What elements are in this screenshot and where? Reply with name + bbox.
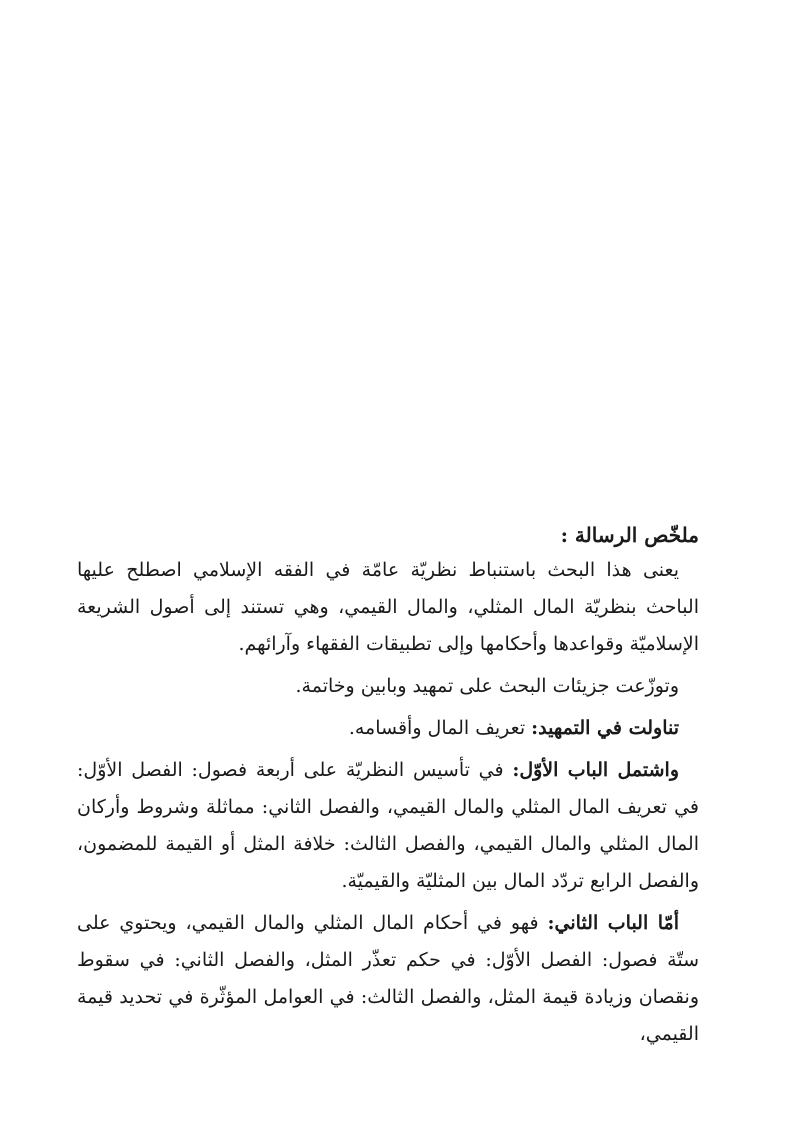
summary-section xyxy=(77,520,699,1058)
paragraph-lead: أمّا الباب الثاني: xyxy=(547,912,680,934)
paragraph-lead: تناولت في التمهيد: xyxy=(531,717,679,739)
paragraph-structure xyxy=(77,668,699,705)
paragraph-text: في تأسيس النظريّة على أربعة فصول: الفصل الأوّل: في تعريف المال المثلي والمال القيمي، والفصل الثاني: مماثلة وشروط وأركان المال المثلي والمال القيمي، والفصل الثالث: خلافة المثل أو القيمة للمضمون، والفصل الرابع تردّد المال بين المثليّة والقيميّة. xyxy=(77,759,699,892)
paragraph-intro xyxy=(77,552,699,663)
paragraph-lead: واشتمل الباب الأوّل: xyxy=(512,759,680,781)
paragraph-part-one xyxy=(77,752,699,900)
paragraph-text: وتوزّعت جزيئات البحث على تمهيد وبابين وخاتمة. xyxy=(295,675,679,697)
paragraph-preface xyxy=(77,710,699,747)
paragraph-text: فهو في أحكام المال المثلي والمال القيمي، ويحتوي على ستّة فصول: الفصل الأوّل: في حكم تعذّر المثل، والفصل الثاني: في سقوط ونقصان وزيادة قيمة المثل، والفصل الثالث: في العوامل المؤثّرة في تحديد قيمة القيمي، xyxy=(77,912,699,1045)
paragraph-text: تعريف المال وأقسامه. xyxy=(348,717,532,739)
section-heading: ملخّص الرسالة : xyxy=(560,523,699,547)
paragraph-part-two xyxy=(77,905,699,1053)
paragraph-text: يعنى هذا البحث باستنباط نظريّة عامّة في الفقه الإسلامي اصطلح عليها الباحث بنظريّة المال المثلي، والمال القيمي، وهي تستند إلى أصول الشريعة الإسلاميّة وقواعدها وأحكامها وإلى تطبيقات الفقهاء وآرائهم. xyxy=(77,559,699,655)
